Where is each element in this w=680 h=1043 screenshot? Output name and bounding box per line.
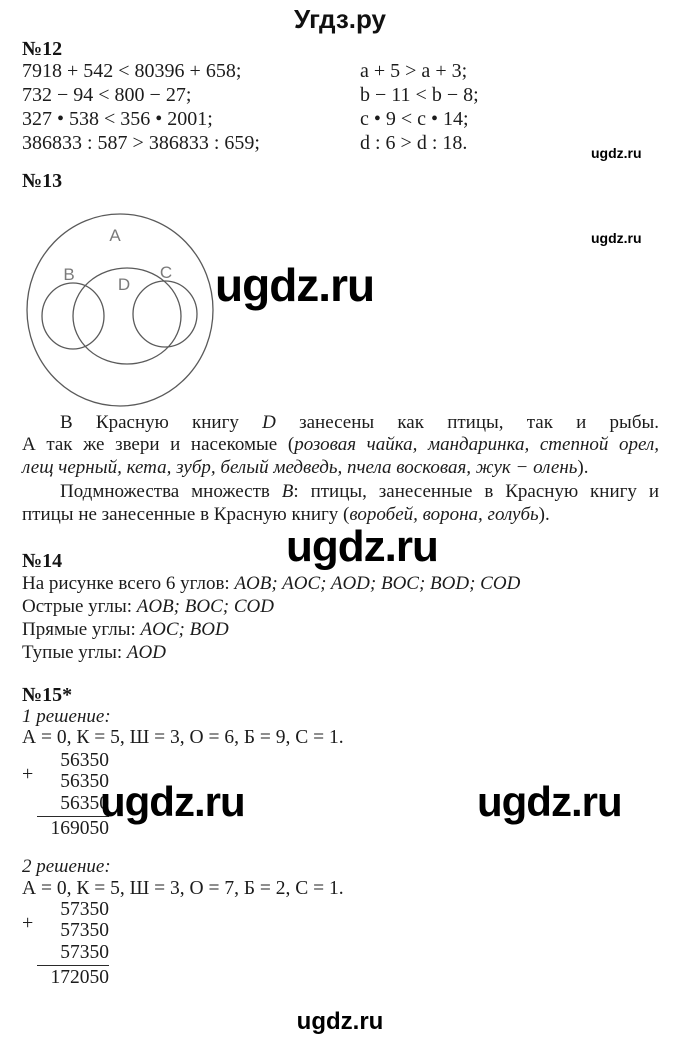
watermark-large-4: ugdz.ru [477, 778, 622, 825]
set-c-label: C [159, 263, 173, 282]
column-addition-1 [22, 750, 109, 839]
text-segment: А так же звери и насекомые ( [22, 434, 295, 456]
text-segment: На рисунке всего 6 углов: [22, 573, 235, 594]
set-a-label: A [109, 226, 121, 245]
italic-segment: розовая чайка, мандаринка, степной орел, [294, 434, 659, 456]
equation: d : 6 > d : 18. [360, 132, 468, 154]
paragraph-line [22, 481, 659, 503]
text-segment: Острые углы: [22, 596, 137, 617]
equation: c • 9 < c • 14; [360, 108, 469, 130]
watermark-large-3: ugdz.ru [100, 778, 245, 825]
equation: b − 11 < b − 8; [360, 84, 479, 106]
column-addition-2 [22, 899, 109, 988]
italic-segment: B [281, 481, 294, 503]
problem-13-heading: №13 [22, 170, 63, 192]
addend: 57350 [60, 920, 109, 942]
text-segment: В Красную книгу [60, 412, 263, 433]
italic-segment: D [262, 412, 276, 433]
problem-12-heading: №12 [22, 38, 63, 60]
italic-segment: AOB; BOC; COD [136, 596, 274, 617]
paragraph-line [22, 434, 659, 456]
solution-2-title: 2 решение: [22, 856, 111, 877]
equation: 732 − 94 < 800 − 27; [22, 84, 192, 106]
addend: 57350 [60, 941, 109, 963]
paragraph-line [22, 412, 659, 434]
text-segment: ). [577, 456, 589, 478]
watermark-bottom: ugdz.ru [296, 1008, 384, 1035]
problem-14-heading: №14 [22, 550, 63, 572]
angles-line [22, 618, 520, 641]
set-c-circle [133, 281, 197, 347]
set-d-label: D [117, 275, 131, 294]
italic-segment: воробей, ворона, голубь [349, 503, 539, 525]
italic-segment: лещ черный, кета, зубр, белый медведь, пчела восковая, жук − олень [22, 456, 578, 478]
set-b-label: B [63, 265, 75, 284]
solution-2-mapping: А = 0, К = 5, Ш = 3, О = 7, Б = 2, С = 1. [22, 878, 344, 899]
addend: 57350 [60, 899, 109, 920]
text-segment: ). [538, 503, 550, 525]
problem-13-answer-text [22, 412, 659, 526]
text-segment: Прямые углы: [22, 619, 141, 640]
text-segment: : птицы, занесенные в Красную книгу и [293, 481, 659, 503]
watermark-large-1: ugdz.ru [215, 259, 375, 311]
sum-value: 172050 [37, 965, 109, 988]
addend: 56350 [60, 750, 109, 771]
italic-segment: AOB; AOC; AOD; BOC; BOD; COD [234, 573, 521, 594]
sum-value: 169050 [37, 816, 109, 839]
problem-12-left-column [22, 59, 260, 155]
equation: a + 5 > a + 3; [360, 60, 468, 82]
text-segment: Подмножества множеств [60, 481, 282, 503]
addend: 56350 [60, 771, 109, 793]
italic-segment: AOD [126, 642, 166, 663]
solution-1-title: 1 решение: [22, 706, 111, 727]
italic-segment: AOC; BOD [140, 619, 229, 640]
angles-line [22, 595, 520, 618]
equation: 7918 + 542 < 80396 + 658; [22, 60, 242, 82]
text-segment: занесены как птицы, так и рыбы. [275, 412, 660, 433]
text-segment: птицы не занесенные в Красную книгу ( [22, 503, 350, 525]
watermark-large-2: ugdz.ru [286, 522, 438, 571]
problem-15-heading: №15* [22, 684, 73, 706]
text-segment: Тупые углы: [22, 642, 127, 663]
watermark-small-2: ugdz.ru [591, 230, 642, 246]
equation: 327 • 538 < 356 • 2001; [22, 108, 213, 130]
solution-1-mapping: А = 0, К = 5, Ш = 3, О = 6, Б = 9, С = 1. [22, 727, 344, 748]
problem-12-right-column [360, 59, 479, 155]
plus-sign: + [22, 912, 34, 934]
plus-sign: + [22, 763, 34, 785]
angles-line [22, 572, 520, 595]
watermark-small-1: ugdz.ru [591, 145, 642, 161]
equation: 386833 : 587 > 386833 : 659; [22, 132, 260, 154]
angles-line [22, 641, 520, 664]
addend: 56350 [60, 792, 109, 814]
site-title: Угдз.ру [294, 4, 386, 34]
paragraph-line [22, 457, 659, 479]
venn-diagram [24, 210, 216, 410]
problem-14-answer [22, 572, 520, 664]
